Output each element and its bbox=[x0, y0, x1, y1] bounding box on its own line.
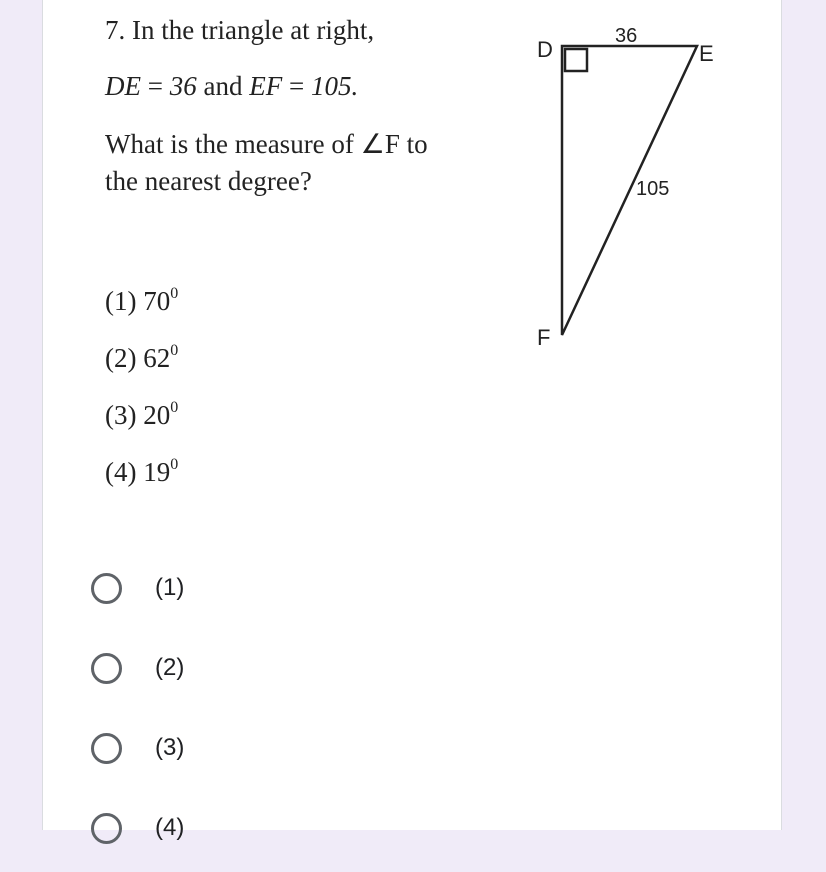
choice-text: (2) 62 bbox=[105, 343, 171, 373]
choice-text: (1) 70 bbox=[105, 286, 171, 316]
segment-de: DE bbox=[105, 71, 141, 101]
choice-text: (3) 20 bbox=[105, 400, 171, 430]
choice-4 bbox=[105, 448, 178, 491]
question-card bbox=[42, 0, 782, 841]
value-de: 36 bbox=[169, 71, 197, 101]
option-label: (3) bbox=[155, 734, 185, 761]
option-label: (4) bbox=[155, 814, 185, 841]
degree-sup: 0 bbox=[170, 342, 179, 359]
triangle-def bbox=[562, 46, 697, 335]
choice-text: (4) 19 bbox=[105, 457, 171, 487]
triangle-diagram bbox=[43, 0, 783, 360]
side-label-de: 36 bbox=[615, 25, 638, 47]
equals-sign: = bbox=[141, 71, 170, 101]
radio-button[interactable] bbox=[91, 733, 122, 764]
radio-button[interactable] bbox=[91, 653, 122, 684]
segment-ef: EF bbox=[249, 71, 283, 101]
question-line-1: 7. In the triangle at right, bbox=[105, 15, 375, 45]
radio-button[interactable] bbox=[91, 573, 122, 604]
option-label: (1) bbox=[155, 574, 185, 601]
option-4[interactable] bbox=[91, 792, 184, 872]
equals-sign: = bbox=[282, 71, 311, 101]
degree-sup: 0 bbox=[170, 399, 179, 416]
option-1[interactable] bbox=[91, 552, 184, 632]
degree-sup: 0 bbox=[170, 456, 179, 473]
vertex-label-f: F bbox=[537, 325, 551, 350]
question-line-4: the nearest degree? bbox=[105, 166, 312, 196]
option-3[interactable] bbox=[91, 712, 184, 792]
option-2[interactable] bbox=[91, 632, 184, 712]
radio-button[interactable] bbox=[91, 813, 122, 844]
option-label: (2) bbox=[155, 654, 185, 681]
question-line-3: What is the measure of ∠F to bbox=[105, 129, 428, 159]
vertex-label-d: D bbox=[537, 37, 553, 62]
and-word: and bbox=[196, 71, 250, 101]
question-image bbox=[43, 0, 783, 510]
right-angle-marker bbox=[565, 49, 587, 71]
vertex-label-e: E bbox=[699, 41, 714, 66]
degree-sup: 0 bbox=[170, 285, 179, 302]
value-ef: 105. bbox=[310, 71, 359, 101]
choice-3 bbox=[105, 391, 178, 434]
side-label-ef: 105 bbox=[636, 178, 670, 200]
